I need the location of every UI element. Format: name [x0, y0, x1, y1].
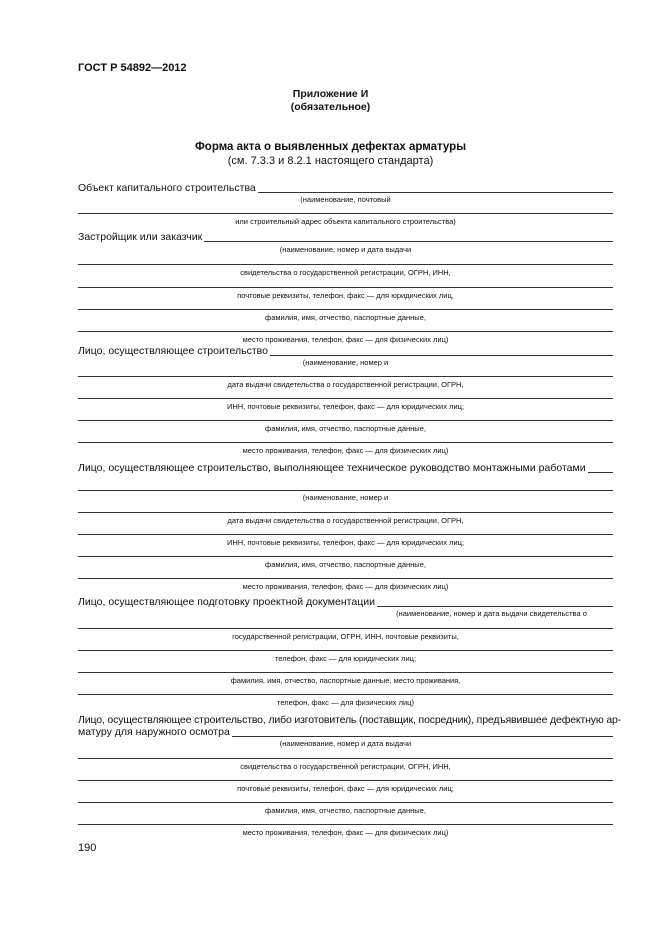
hint-supplier-1: (наименование, номер и дата выдачи [279, 739, 412, 748]
hint-supervisor-4: фамилия, имя, отчество, паспортные данные, [265, 560, 426, 569]
label-object: Объект капитального строительства [78, 182, 256, 194]
hint-developer-2: свидетельства о государственной регистрации, ОГРН, ИНН, [240, 268, 451, 277]
hint-builder-5: место проживания, телефон, факс — для физических лиц) [242, 446, 449, 455]
label-builder: Лицо, осуществляющее строительство [78, 345, 268, 357]
appendix-title: Приложение И [292, 88, 369, 100]
line-supervisor-5 [78, 578, 613, 579]
hint-supplier-3: почтовые реквизиты, телефон, факс — для юридических лиц; [237, 784, 454, 793]
hint-supplier-5: место проживания, телефон, факс — для физических лиц) [242, 828, 449, 837]
hint-designer-4: фамилия, имя, отчество, паспортные данные, место проживания, [230, 676, 461, 685]
line-builder-3 [78, 398, 613, 399]
appendix-status: (обязательное) [290, 101, 371, 113]
hint-builder-1: (наименование, номер и [302, 358, 389, 367]
hint-designer-1: (наименование, номер и дата выдачи свидетельства о [396, 609, 587, 618]
hint-developer-5: место проживания, телефон, факс — для физических лиц) [242, 335, 449, 344]
hint-supervisor-2: дата выдачи свидетельства о государственной регистрации, ОГРН, [227, 516, 464, 525]
hint-builder-2: дата выдачи свидетельства о государственной регистрации, ОГРН, [227, 380, 464, 389]
line-supplier-5 [78, 824, 613, 825]
hint-developer-3: почтовые реквизиты, телефон, факс — для юридических лиц, [237, 291, 454, 300]
page-number: 190 [78, 842, 97, 854]
line-developer-2 [78, 264, 613, 265]
line-builder-2 [78, 376, 613, 377]
hint-supervisor-3: ИНН, почтовые реквизиты, телефон, факс — для юридических лиц; [226, 538, 465, 547]
hint-designer-5: телефон, факс — для физических лиц) [277, 698, 414, 707]
hint-designer-2: государственной регистрации, ОГРН, ИНН, почтовые реквизиты, [232, 632, 459, 641]
form-subtitle: (см. 7.3.3 и 8.2.1 настоящего стандарта) [227, 155, 434, 167]
line-developer-4 [78, 309, 613, 310]
hint-builder-4: фамилия, имя, отчество, паспортные данные, [265, 424, 426, 433]
line-builder-5 [78, 442, 613, 443]
hint-supervisor-5: место проживания, телефон, факс — для физических лиц) [242, 582, 449, 591]
line-designer-4 [78, 672, 613, 673]
hint-object-2: или строительный адрес объекта капитального строительства) [235, 217, 456, 226]
line-developer-5 [78, 331, 613, 332]
hint-developer-4: фамилия, имя, отчество, паспортные данные, [265, 313, 426, 322]
line-builder-4 [78, 420, 613, 421]
line-supervisor-2 [78, 512, 613, 513]
line-supervisor-4 [78, 556, 613, 557]
label-developer: Застройщик или заказчик [78, 231, 203, 243]
line-supplier-3 [78, 780, 613, 781]
line-designer-5 [78, 694, 613, 695]
line-developer-3 [78, 287, 613, 288]
label-supervisor: Лицо, осуществляющее строительство, выполняющее техническое руководство монтажными работами [78, 462, 586, 474]
hint-supplier-4: фамилия, имя, отчество, паспортные данные, [265, 806, 426, 815]
line-supplier-4 [78, 802, 613, 803]
hint-object-1: (наименование, почтовый [300, 195, 391, 204]
line-supervisor-1 [78, 490, 613, 491]
label-supplier-line1: Лицо, осуществляющее строительство, либо изготовитель (поставщик, посредник), предъявившее дефектную ар- [78, 714, 622, 726]
line-supervisor-3 [78, 534, 613, 535]
label-designer: Лицо, осуществляющее подготовку проектной документации [78, 596, 375, 608]
hint-builder-3: ИНН, почтовые реквизиты, телефон, факс — для юридических лиц; [226, 402, 465, 411]
hint-supplier-2: свидетельства о государственной регистрации, ОГРН, ИНН, [240, 762, 451, 771]
line-designer-3 [78, 650, 613, 651]
hint-developer-1: (наименование, номер и дата выдачи [279, 245, 412, 254]
hint-supervisor-1: (наименование, номер и [302, 493, 389, 502]
hint-designer-3: телефон, факс — для юридических лиц; [274, 654, 417, 663]
standard-number: ГОСТ Р 54892—2012 [78, 62, 187, 74]
line-supplier-2 [78, 758, 613, 759]
line-object-2 [78, 213, 613, 214]
form-title: Форма акта о выявленных дефектах арматуры [194, 141, 467, 153]
label-supplier-line2: матуру для наружного осмотра [78, 726, 230, 738]
line-designer-2 [78, 628, 613, 629]
